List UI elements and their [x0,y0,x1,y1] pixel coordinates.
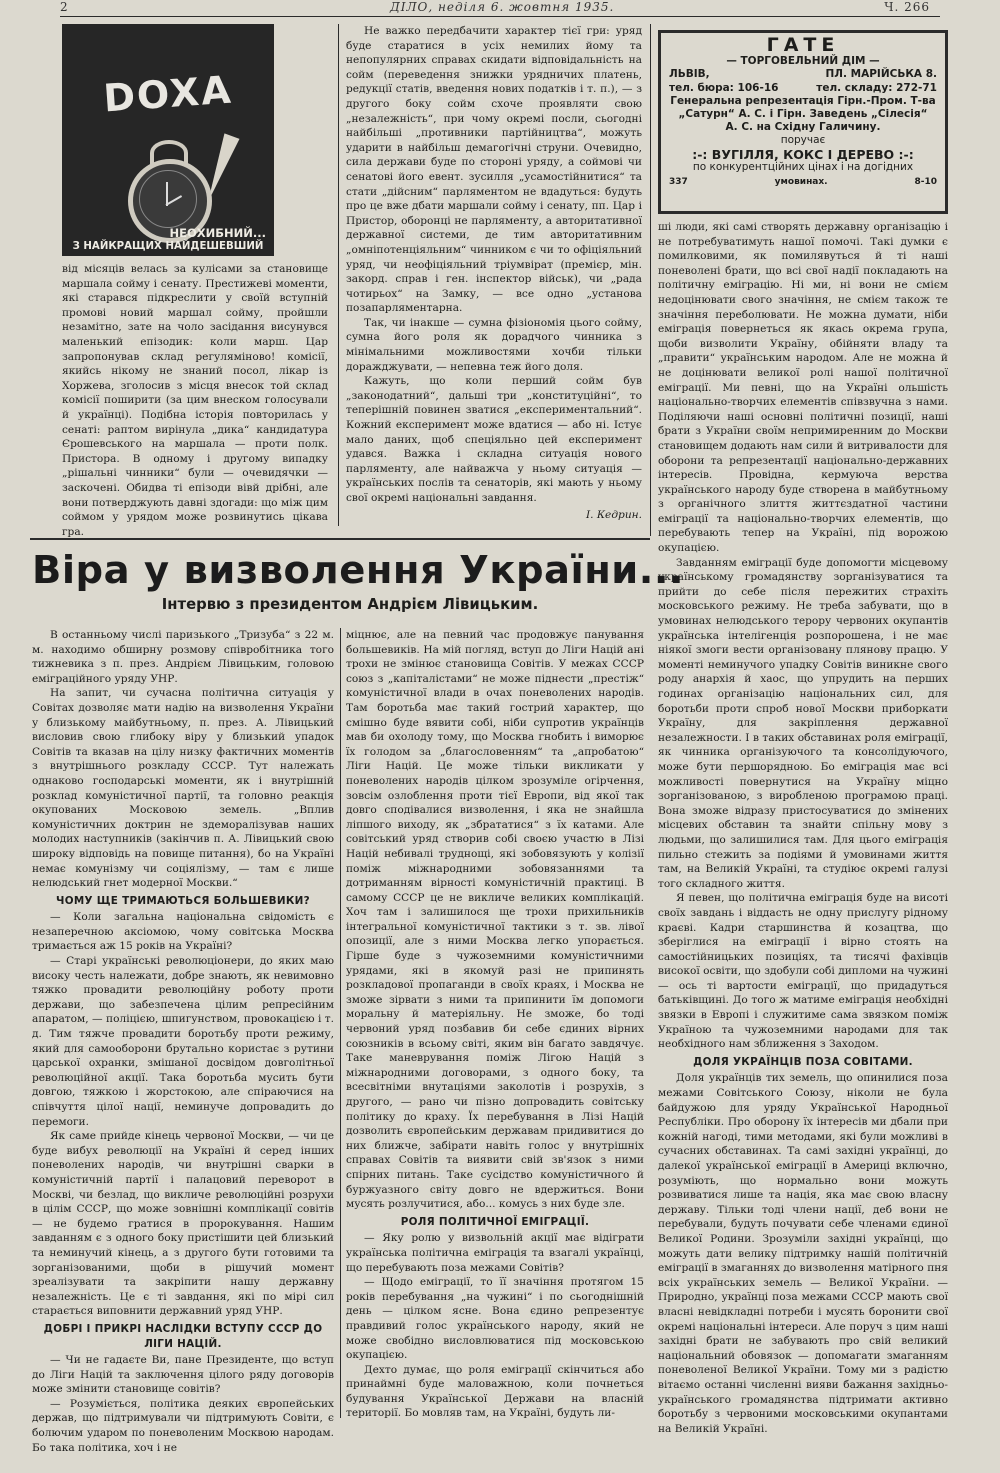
column-divider [338,24,339,526]
gate-companies: „Сатурн“ А. С. і Гірн. Заведень „Сілесія“ [678,108,928,121]
paragraph: — Чи не гадаєте Ви, пане Президенте, що вступ до Ліги Націй та заключення цілого ряду договорів може змінити становище совітів? [32,1354,334,1396]
gate-representation: Генеральна репрезентація Гірн.-Пром. Т-ва [670,94,936,107]
header-rule [60,16,940,17]
paragraph: Дехто думає, що роля еміграції скінчиться або принаймні буде маловажною, коли почнеться будування Української Держави на власній території. Бо мовляв там, на Україні, будуть ли- [346,1363,644,1420]
article-subheadline: Інтервю з президентом Андрієм Лівицьким. [161,596,539,613]
gate-terms: по конкурентційних цінах і на догідних [692,160,914,173]
paragraph: Кажуть, що коли перший сойм був „законодатний“, дальші три „конституційні“, то теперішній повинен зватися „експериментальний“. Кожний експеримент може вдатися — або ні. Істує мало даних, щоб спеціяльно цей експеримент удався. Важка і складна ситуація нового парляменту, але найважча у ньому ситуація — українських послів та сенаторів, які мають у ньому свої окремі національні завдання. [346,375,642,504]
section-heading: ДОБРІ І ПРИКРІ НАСЛІДКИ ВСТУПУ СССР ДО ЛІГИ НАЦІЙ. [43,1322,323,1350]
page-header [60,0,930,16]
paragraph: міцнює, але на певний час продовжує панування большевиків. На мій погляд, вступ до Ліги Націй ані трохи не змінює становища Совітів. У межах СССР союз з „капіталістами“ не може піднести „престіж“ комуністичної влади в очах поневолених народів. Там боротьба має такий гострий характер, що смішно буде вявити собі, ніби супротив українців мав би охолоду тому, що Москва гнобить і виморює їх голодом за „благословенням“ та „апробатою“ Ліги Націй. Це може тільки викликати у поневолених народів цілком зрозуміле огірчення, зовсім озлоблення проти тієї Европи, від якої так довго сподівалися визволення, і яка не знайшла ліпшого виходу, як „збрататися“ з їх катами. Але совітський уряд створив собі своєю участю в Лізі Націй небивалі труднощі, які зобовязують у колізії поміж міжнародними зобовязаннями та дотриманням вірності комуністичній практиці. В самому СССР це не викличе великих комплікацій. Хоч там і залишилося ще трохи прихильників інтегральної комуністичної тактики з т. зв. лівої опозиції, але з ними Москва легко упорається. Гірше буде з чужоземними комуністичними урядами, які в якомуй разі не припинять розкладової пропаганди в своїх краях, і Москва не зможе зірвати з ними та припинити їм допомоги моральну й матеріяльну. Не зможе, бо тоді червоний уряд позбавив би себе єдиних вірних союзників в всьому світі, яким він багато завдячує. Таке маневрування поміж Лігою Націй з міжнародними договорами, з одного боку, та всесвітніми внутаціями заколотів і розрухів, з другого, — рано чи пізно допровадить совітську політику до краху. Їх перебування в Лізі Націй дозволить європейським державам придивитися до них ближче, забірати навіть голос у внутрішніх справах Совітів та виявити свій зв'язок з ними спірних питань. Таке сусідство комуністичного й буржуазного світу довго не вдержиться. Вони мусять розлучитися, або... комусь з них буде зле. [346,629,644,1211]
paragraph: Завданням еміграції буде допомогти місцевому українському громадянству зорганізуватися та прийти до себе після пережитих страхіть московського режиму. Не треба забувати, що в умовинах нелюдського терору червоних окупантів українська інтелігенція розпорошена, і не має ніякої змоги вести організовану плянову працю. У моменті неминучого упадку Совітів виникне свого роду анархія й хаос, що упрудить на перших годинах організацію національних сил, для боротьби проти спроб нової Москви приборкати Україну, для закріплення державної незалежности. І в таких обставинах роля еміграції, як чинника організуючого та консолідуючого, може бути першорядною. Бо еміграція має всі можливості повернутися на Україну міцно зорганізованою, з виробленою програмою праці. Вона зможе відразу пристосуватися до змінених місцевих обставин та знайти спільну мову з людьми, що залишилися там. Для цього еміграція пильно стежить за подіями й умовинами життя там, на Великій Україні, та студіює окремі галузі того складного життя. [658,556,948,890]
issue-number: Ч. 266 [884,0,930,14]
doxa-watch-advertisement [62,24,274,256]
page-number: 2 [60,0,69,14]
paragraph: — Щодо еміграції, то її значіння протягом 15 років перебування „на чужині“ і по сьогоднішній день — цілком ясне. Вона єдино репрезентує правдивий голос українського народу, який не може свобідно висловлюватися під московською окупацією. [346,1276,644,1362]
section-heading: РОЛЯ ПОЛІТИЧНОЇ ЕМІГРАЦІЇ. [400,1215,590,1228]
gate-phone-store: тел. складу: 272-71 [816,81,937,94]
paper-dateline: ДІЛО, неділя 6. жовтня 1935. [390,0,615,14]
section-heading: ДОЛЯ УКРАЇНЦІВ ПОЗА СОВІТАМИ. [693,1055,913,1068]
doxa-tagline: НЕОХИБНИЙ... [169,226,266,240]
article-headline: Віра у визволення України... [32,548,685,593]
column-article-2 [346,628,644,1448]
gate-city: ЛЬВІВ, [669,68,710,81]
gate-phone-row [669,82,937,95]
gate-address-row [669,68,937,81]
paragraph: Я певен, що політична еміграція буде на висоті своїх завдань і віддасть не одну прислугу рідному краєві. Кадри старшинства й козацтва, що зберіглися на еміграції і вірно стоять на самостійницьких позиціях, та тисячі фахівців високої освіти, що здобули собі дипломи на чужині — ось ті вартости еміграції, що придадуться батьківщині. До того ж матиме еміграція необхідні звязки в Европі і служитиме сама звязком поміж Україною та чужоземними народами для так необхідного нам зближення з Заходом. [658,892,948,1051]
paragraph: В останньому числі паризького „Тризуба“ з 22 м. м. находимо обширну розмову співробітника того тижневика з п. през. Андрієм Лівицьким, головою еміграційного уряду УНР. [32,629,334,685]
gate-address: ПЛ. МАРІЙСЬКА 8. [825,68,937,81]
gate-trade-house: — ТОРГОВЕЛЬНИЙ ДІМ — [726,55,880,68]
paragraph: від місяців велась за кулісами за становище маршала сойму і сенату. Престижеві моменти, які старався підкреслити у своїй вступній промові новий маршал сойму, пройшли незамітно, зате на чоло засідання висунувся маленький епізодик: коли марш. Цар запропонував склад регуляміново! комісії, якийсь нікому не знаний посол, лікар із Хоржева, зголосив з місця внесок той склад комісії поширити (за цим внеском голосували й українці). Подібна історія повторилась у сенаті: раптом вирінула „дика“ кандидатура Єрошевського на маршала — проти полк. Пристора. В одному і другому випадку „рішальні чинники“ були — очевидячки — заскочені. Обидва ті епізоди вівй дрібні, але вони потверджують давні здогади: що між цим соймом у урядом може розвинутись цікава гра. [62,263,328,538]
gate-goods-text: ВУГІЛЛЯ, КОКС І ДЕРЕВО [711,146,895,162]
paragraph: Як саме прийде кінець червоної Москви, — чи це буде вибух революції на Україні й серед інших поневолених народів, чи внутрішні сварки в комуністичній партії і палацовий переворот в Москві, чи безлад, що викличе революційні розрухи в цілім СССР, що може зовнішні комплікації совітів — не будемо гратися в пророкування. Нашим завданням є з одного боку пристішити цей близький та неминучий кінець, а з другого бути готовими та зорганізованими, щоби в рішучий момент зреалізувати та закріпити нашу державну незалежність. Це є ті завдання, які по мірі сил старається виповнити державний уряд УНР. [32,1130,334,1318]
gate-region: А. С. на Східну Галичину. [725,121,881,134]
section-heading: ЧОМУ ЩЕ ТРИМАЮТЬСЯ БОЛЬШЕВИКИ? [56,894,310,907]
gate-terms-end: умовинах. [774,177,828,188]
gate-footer [669,176,937,189]
paragraph: — Старі українські революціонери, до яких маю високу честь належати, добре знають, як невимовно тяжко провадити революційну роботу проти держави, що забезпечена цілим репресійним апаратом, — поліцією, шпигунством, провокацією і т. д. Тим тяжче провадити боротьбу проти режиму, який для самооборони брутально користає з рутини царської охранки, змішаної досвідом довголітньої революційної акції. Така боротьба мусить бути довгою, тяжкою і жорстокою, але спіраючися на співчуття цілої нації, неминуче допровадить до перемоги. [32,955,334,1128]
paragraph: На запит, чи сучасна політична ситуація у Совітах дозволяє мати надію на визволення України у близькому майбутньому, п. през. А. Лівицький висловив свою глибоку віру у близький упадок Совітів та вказав на цілу низку фактичних моментів з внутрішнього розкладу СССР. Тут належать однаково господарські моменти, як і внутрішній розклад комуністичної партії, та головно реакція окупованих Московою земель. „Вплив комуністичних доктрин не здеморалізував наших молодих наступників (закінчив п. А. Лівицький свою широку відповідь на повище питання), бо на Україні немає комунізму чи соціялізму, — там є лише нелюдський гнет модерної Москви.“ [32,687,334,890]
gate-phone-office: тел. бюра: 106-16 [669,81,779,94]
paragraph: Не важко передбачити характер тієї гри: уряд буде старатися в усіх немилих йому та непопулярних справах скидати відповідальність на сойм (переведення знижки урядничих платень, редукції статів, введення нових податків і т. п.), — з другого боку сойм схоче проявляти свою „незалежність“, при чому окремі посли, сьогодні найбільші „противники партійництва“, можуть ударити в найбільш демагогічні струни. Очевидно, сила держави буде по стороні уряду, а соймові чи сенатові його евент. зусилля „усамостійнитися“ та стати „дійсним“ парляментом не вдадуться: будуть про це вже дбати маршали сойму і сенату, пп. Цар і Пристор, оборонці не парляменту, а авторитативної державної системи, де тим авторитативним „омніпотенціяльним“ чинником є чи то офіціяльний уряд, чи неофіціяльний тріумвірат (премієр, мін. закорд. справ і ген. інспектор військ), чи „рада чотирьох“ на Замку, — все одно „установа позапарляментарна. [346,25,642,315]
gate-recommends: поручає [780,134,826,147]
gate-coal-advertisement [658,30,948,214]
paragraph: Так, чи інакше — сумна фізіономія цього сойму, сумна його роля як дорадчого чинника з мінімальними можливостями хочби тільки доражджувати, — непевна теж його доля. [346,316,642,373]
gate-code-left: 337 [669,177,688,188]
paragraph: — Яку ролю у визвольній акції має відіграти українська політична еміграція та взагалі українці, що перебувають поза межами Совітів? [346,1232,644,1274]
doxa-slogan: З НАЙКРАЩИХ НАЙДЕШЕВШИЙ [72,241,264,252]
column-article-1 [32,628,334,1454]
doxa-logo: DOXA [102,67,234,121]
paragraph: — Розуміється, політика деяких європейських держав, що підтримували чи підтримують Совіти, є болючим ударом по поневоленим Москвою народам. Бо така політика, хоч і не [32,1397,334,1454]
column-middle-top [346,24,642,524]
author-signature: І. Кедрин. [585,508,642,521]
paragraph: ші люди, які самі створять державну організацію і не потребуватимуть нашої помочі. Такі думки є помилковими, як помилявуться й ті наші поневолені брати, що всі свої надії покладають на політичну еміграцію. Ні ми, ні вони не смієм недоцінювати свого значіння, не смієм також те значіння переболювати. Не можна думати, ніби еміграція повернеться як якась окрема група, щоби визволити Україну, обійняти владу та „правити“ українським народом. Але не можна й не доцінювати великої ролі нашої політичної еміграції. Ми певні, що на Україні ольшість національно-творчих елементів співзвучна з нами. Поділяючи наші основні політичні позиції, наші брати з України своїм непримиренним до Москви становищем додають нам сили й витривалости для оборони та репрезентації національно-державних інтересів. Провідна, кермуюча верства українського народу буде створена в майбутньому з органічного злиття життєздатної частини еміграції та національно-творчих елементів, що перебувають тепер на Україні, під ворожою окупацією. [658,221,948,555]
column-right [658,220,948,1435]
column-left-top [62,262,328,538]
gate-company-name: ГАТЕ [766,34,840,56]
gate-goods: :-: ВУГІЛЛЯ, КОКС І ДЕРЕВО :-: [692,146,914,162]
gate-code-right: 8-10 [914,177,937,188]
column-divider [650,24,651,536]
paragraph: — Коли загальна національна свідомість є незаперечною аксіомою, чому совітська Москва тримається аж 15 років на Україні? [32,911,334,953]
watch-dial-icon [139,170,197,228]
column-divider [340,628,341,1418]
article-separator [30,538,650,540]
paragraph: Доля українців тих земель, що опинилися поза межами Совітського Союзу, ніколи не була байдужою для уряду Української Народньої Республіки. Про оборону їх інтересів ми дбали при кожній нагоді, тими методами, які були можливі в сучасних обставинах. Та самі західні українці, до далекої української еміграції в Америці включно, розуміють, що нормально вони можуть розвиватися лише та нація, яка має свою власну державу. Тільки тоді члени нації, деб вони не перебували, будуть почувати себе членами єдиної Великої Родини. Зрозуміли західні українці, що можуть дати велику підтримку нашій політичній еміграції в змаганнях до визволення матірного пня всіх українських земель — Великої України. — Природно, українці поза межами СССР мають свої власні невідкладні потреби і мусять боронити свої окремі національні інтереси. Але поруч з цим наші західні брати не забувають про свій великий національний обовязок — допомагати змаганням поневоленої Великої України. Тому ми з радістю вітаємо останні численні вияви бажання західньо-українського громадянства підтримати активно боротьбу з червоними московськими окупантами на Великій Україні. [658,1072,948,1435]
